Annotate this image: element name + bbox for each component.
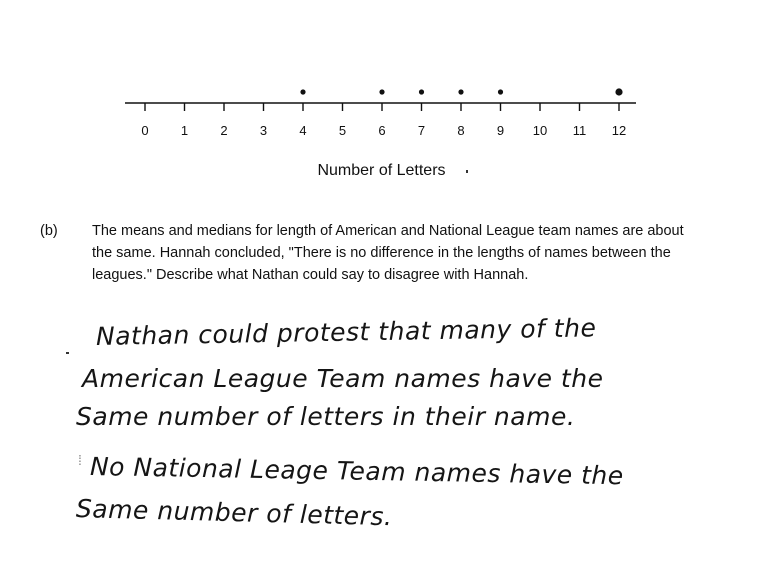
question-text: The means and medians for length of American and National League team names are about the same. Hannah concluded, "There is no difference in the lengths of names between the leagues." Describe what Nathan could say to disagree with Hannah.	[92, 223, 684, 283]
scan-speck	[66, 352, 69, 354]
tick-label: 10	[532, 123, 548, 138]
tick-label: 9	[496, 123, 505, 138]
handwritten-line-4: No National Leage Team names have the	[89, 452, 624, 491]
tick-label: 4	[299, 123, 307, 138]
stray-pencil-mark: ⁞	[78, 452, 82, 468]
tick-label: 11	[572, 123, 587, 138]
handwritten-line-2: American League Team names have the	[82, 364, 604, 393]
tick-label: 12	[611, 123, 627, 138]
tick-label: 0	[141, 123, 149, 138]
tick-label: 7	[417, 123, 426, 138]
scan-speck	[466, 170, 468, 173]
tick-label: 8	[457, 123, 465, 138]
axis-title-text: Number of Letters	[317, 162, 446, 179]
handwritten-line-1: Nathan could protest that many of the	[95, 313, 597, 351]
handwritten-line-5: Same number of letters.	[75, 494, 393, 532]
tick-label: 3	[259, 123, 268, 138]
question-label: (b)	[40, 223, 58, 239]
handwritten-line-3: Same number of letters in their name.	[76, 402, 576, 431]
tick-label: 1	[180, 123, 189, 138]
tick-label: 6	[378, 123, 386, 138]
tick-label: 2	[220, 123, 228, 138]
tick-label: 5	[338, 123, 347, 138]
